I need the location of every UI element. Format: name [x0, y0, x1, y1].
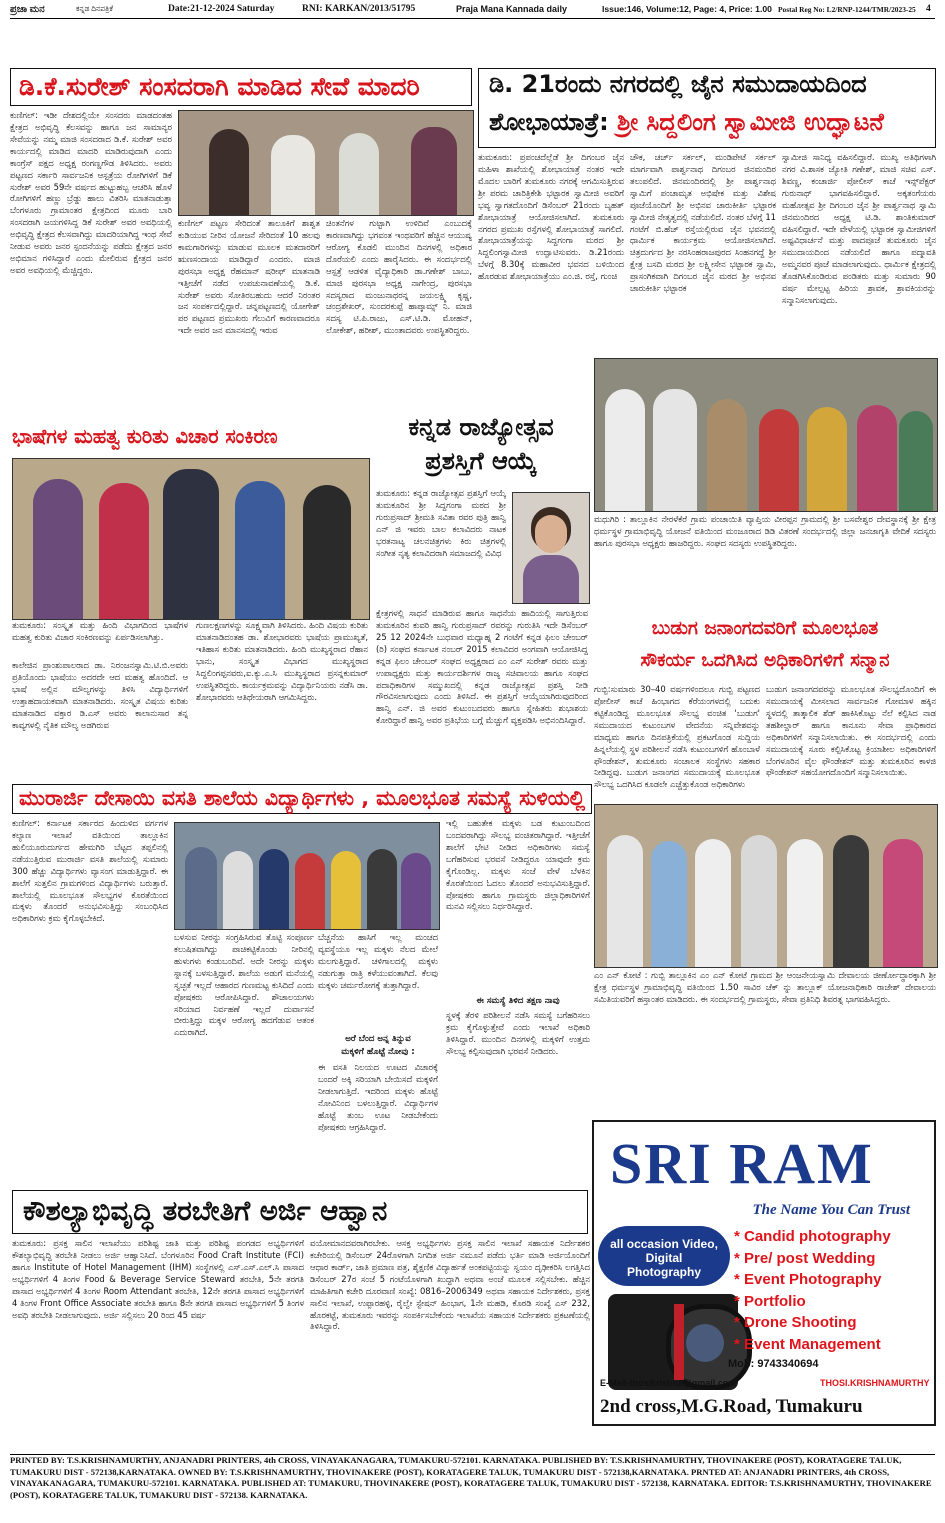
ad-services — [734, 1226, 934, 1355]
ad-badge: all occasion Video, Digital Photography — [598, 1226, 730, 1286]
logo: ಪ್ರಜಾ ಮನ — [10, 4, 45, 15]
story7-col1: ಕುಣಿಗಲ್: ಕರ್ನಾಟಕ ಸರ್ಕಾರದ ಹಿಂದುಳಿದ ವರ್ಗಗಳ ಕಲ್ಯಾಣ ಇಲಾಖೆ ವತಿಯಿಂದ ತಾಲ್ಲೂಕಿನ ಹುಲಿಯೂರುದುರ್ಗದ ಹೇಮಗಿರಿ ಬೆಟ್ಟದ ತಪ್ಪಲಿನಲ್ಲಿ ನಡೆಯುತ್ತಿರುವ ಮುರಾರ್ಜಿ ವಸತಿ ಶಾಲೆಯಲ್ಲಿ ಸುಮಾರು 300 ಹೆಚ್ಚು ವಿದ್ಯಾರ್ಥಿಗಳು ವ್ಯಾಸಂಗ ಮಾಡುತ್ತಿದ್ದಾರೆ. ಈ ಶಾಲೆಗೆ ಸುತ್ತಲಿನ ಗ್ರಾಮಗಳಿಂದ ವಿದ್ಯಾರ್ಥಿಗಳು ಬರುತ್ತಾರೆ. ಶಾಲೆಯಲ್ಲಿ ಮೂಲಭೂತ ಸೌಲಭ್ಯಗಳ ಕೊರತೆಯಿಂದ ಮಕ್ಕಳು ತೊಂದರೆ ಅನುಭವಿಸುತ್ತಿದ್ದು ಸಂಬಂಧಿಸಿದ ಅಧಿಕಾರಿಗಳು ಕ್ರಮ ಕೈಗೊಳ್ಳಬೇಕಿದೆ. — [12, 818, 168, 924]
story7-col4b: ಸ್ಥಳಕ್ಕೆ ತೆರಳಿ ಪರಿಶೀಲನೆ ನಡೆಸಿ ಸಮಸ್ಯೆ ಬಗೆಹರಿಸಲು ಕ್ರಮ ಕೈಗೊಳ್ಳುತ್ತೇವೆ ಎಂದು ಇಲಾಖೆ ಅಧಿಕಾರಿ ತಿಳಿಸಿದ್ದಾರೆ. ಮುಂದಿನ ದಿನಗಳಲ್ಲಿ ಮಕ್ಕಳಿಗೆ ಉತ್ತಮ ಸೌಲಭ್ಯ ಕಲ್ಪಿಸುವುದಾಗಿ ಭರವಸೆ ನೀಡಿದರು. — [446, 1010, 590, 1056]
paper-name: Praja Mana Kannada daily — [456, 4, 568, 14]
story6-col2: ಬುಡುಗ ಜನಾಂಗದವರನ್ನು ಮೂಲಭೂತ ಸೌಲಭ್ಯದೊಂದಿಗೆ ಈ ಸಮುದಾಯಕ್ಕೆ ಮೀಸಲಾದ ಸಾರ್ವಜನಿಕ ಗೋಮಾಳ ಹಕ್ಕಿನ ಸ್ಥಳದಲ್ಲಿ ತಾತ್ಕಾಲಿಕ ಶೆಡ್ ಹಾಕಿಸಿಕೊಟ್ಟು ನೆಲೆ ಕಲ್ಪಿಸಿದ ನಾಡ ತಹಶೀಲ್ದಾರ್ ಹಾಗೂ ಕಾನೂನು ಸೇವಾ ಪ್ರಾಧಿಕಾರದ ಅಧಿಕಾರಿಗಳಿಗೆ ಸನ್ಮಾನಿಸಲಾಯಿತು. ಈ ಸಂದರ್ಭದಲ್ಲಿ ಎಂದು ಸಮುದಾಯಕ್ಕೆ ಸೂರು ಕಲ್ಪಿಸಿಕೊಟ್ಟ ಕ್ರಿಯಾಶೀಲ ಅಧಿಕಾರಿಗಳಿಗೆ ಬೆಂಗಳೂರಿನ ವೈಲ ಫೌಂಡೇಶನ್ ಮತ್ತು ತುಮಕೂರಿನ ಕಾಳಜಿ ಫೌಂಡೇಶನ್ ಸಹಯೋಗದೊಂದಿಗೆ ಸನ್ಮಾನಿಸಲಾಯಿತು. — [766, 684, 936, 778]
story2-col2: ಚೌಕ, ಚರ್ಚ್ ಸರ್ಕಲ್, ಮಂಡಿಪೇಟೆ ಸರ್ಕಲ್ ಮಾರ್ಗವಾಗಿ ಪಾರ್ಶ್ವನಾಥ ದಿಗಂಬರ ಜಿನಮಂದಿರ ತಲುಪಲಿದೆ. ಜಿನಮಂದಿರದಲ್ಲಿ ಶ್ರೀ ಪಾರ್ಶ್ವನಾಥ ಸ್ವಾಮಿಗೆ ಪಂಚಾಮೃತ ಅಭಿಷೇಕ ಮತ್ತು ವಿಶೇಷ ಪೂಜೆಯೊಂದಿಗೆ ಶ್ರೀ ಅಭಿನವ ಚಾರುಕೀರ್ತಿ ಭಟ್ಟಾರಕ ಸ್ವಾಮೀಜಿ ನೇತೃತ್ವದಲ್ಲಿ ನಡೆಯಲಿದೆ. ನಂತರ ಬೆಳಗ್ಗೆ 11 ಗಂಟೆಗೆ ಬಿ.ಹೆಚ್ ರಸ್ತೆಯಲ್ಲಿರುವ ಜೈನ ಭವನದಲ್ಲಿ ಧಾರ್ಮಿಕ ಕಾರ್ಯಕ್ರಮ ಆಯೋಜಿಸಲಾಗಿದೆ. ಚಿತ್ರದುರ್ಗದ ಶ್ರೀ ನರಸಿಂಹರಾಜಪುರದ ಸಿಂಹನಗದ್ದೆ ಶ್ರೀ ಕ್ಷೇತ್ರ ಬಸದಿ ಮಠದ ಶ್ರೀ ಲಕ್ಷ್ಮೀಸೇನ ಭಟ್ಟಾರಕ ಸ್ವಾಮಿ, ಪ್ರಾಸಂಗಿಕವಾಗಿ ದಿಗಂಬರ ಜೈನ ಮಠದ ಶ್ರೀ ಅಭಿನವ ಚಾರುಕೀರ್ತಿ ಭಟ್ಟಾರಕ — [630, 152, 776, 294]
story1-headline: ಡಿ.ಕೆ.ಸುರೇಶ್ ಸಂಸದರಾಗಿ ಮಾಡಿದ ಸೇವೆ ಮಾದರಿ — [10, 68, 472, 106]
story7-subhead1-line1: ಅರೆ ಬೆಂದ ಅನ್ನ ತಿನ್ನುವ — [345, 1034, 411, 1044]
story7-subhead1-line2: ಮಕ್ಕಳಿಗೆ ಹೊಟ್ಟೆ ನೋವು : — [341, 1047, 415, 1057]
story4-headline-line1: ಕನ್ನಡ ರಾಜ್ಯೋತ್ಸವ — [408, 413, 554, 441]
story3-col1: ಕಾಲೇಜಿನ ಪ್ರಾಂಶುಪಾಲರಾದ ಡಾ. ನಿರಂಜನಸ್ವಾಮಿ.ಟಿ.ಬಿ.ಅವರು ಪ್ರತಿಯೊಂದು ಭಾಷೆಯು ಅದರದೇ ಆದ ಮಹತ್ವ ಹೊಂದಿದೆ. ಆ ಭಾಷೆ ಅಲ್ಲಿನ ಮೌಲ್ಯಗಳನ್ನು ತಿಳಿಸಿ ವಿದ್ಯಾರ್ಥಿಗಳಿಗೆ ಉತ್ತಾಹದಾಯಕವಾಗಿ ಮಾತನಾಡಿದರು. ಸಂಸ್ಕೃತ ವಿಷಯ ಕುರಿತು ಮಾತನಾಡಿದ ವಕ್ತಾರ ಡಿ.ಎಸ್ ಅವರು ಕಾಲಾನುಸಾರ ತನ್ನ ಕಾವ್ಯಗಳಲ್ಲಿ ನೈತಿಕ ಮೌಲ್ಯ ಅಡಗಿರುವ — [12, 660, 188, 730]
issue-info: Issue:146, Volume:12, Page: 4, Price: 1.00 — [602, 4, 772, 14]
story7-col3: ಬೆಚ್ಚನೆಯ ಹಾಸಿಗೆ ಇಲ್ಲ ಮಂಚದ ವ್ಯವಸ್ಥೆಯೂ ಇಲ್ಲ ಮಕ್ಕಳು ನೆಲದ ಮೇಲೆ ಮಲಗುತ್ತಿದ್ದಾರೆ. ಚಳಿಗಾಲದಲ್ಲಿ ಮಕ್ಕಳು ನಡುಗುತ್ತಾ ರಾತ್ರಿ ಕಳೆಯುವಂತಾಗಿದೆ. ಕೆಲವು ಮಕ್ಕಳು ಚರ್ಮರೋಗಕ್ಕೆ ತುತ್ತಾಗಿದ್ದಾರೆ. — [318, 932, 438, 990]
story5-caption: ಮಧುಗಿರಿ : ತಾಲ್ಲೂಕಿನ ನೇರಳೆಕೆರೆ ಗ್ರಾಮ ಪಂಚಾಯಿತಿ ವ್ಯಾಪ್ತಿಯ ವೀರಪ್ಪನ ಗ್ರಾಮದಲ್ಲಿ ಶ್ರೀ ಬಸವೇಶ್ವರ ದೇವಸ್ಥಾನಕ್ಕೆ ಶ್ರೀ ಕ್ಷೇತ್ರ ಧರ್ಮಸ್ಥಳ ಗ್ರಾಮಾಭಿವೃದ್ಧಿ ಯೋಜನೆ ವತಿಯಿಂದ ಮಂಜೂರಾದ ಡಿಡಿ ವಿತರಣೆ ಸಂದರ್ಭದಲ್ಲಿ ಜಿಲ್ಲಾ ಜನಜಾಗೃತಿ ವೇದಿಕೆ ಸದಸ್ಯರು ಹಾಗೂ ಪುರಸಭಾ ಅಧ್ಯಕ್ಷರು ಹಾಜರಿದ್ದರು. ಸಂಘದ ಸದಸ್ಯರು ಉಪಸ್ಥಿತರಿದ್ದರು. — [594, 514, 936, 548]
postal-reg: Postal Reg No: L2/RNP-1244/TMR/2023-25 — [778, 5, 916, 14]
story9-headline: ಕೌಶಲ್ಯಾಭಿವೃದ್ಧಿ ತರಬೇತಿಗೆ ಅರ್ಜಿ ಆಹ್ವಾನ — [12, 1190, 588, 1234]
story2-headline-box — [478, 68, 936, 148]
story7-col4: ಇಲ್ಲಿ ಬಹುತೇಕ ಮಕ್ಕಳು ಬಡ ಕುಟುಂಬದಿಂದ ಬಂದವರಾಗಿದ್ದು ಸೌಲಭ್ಯ ವಂಚಿತರಾಗಿದ್ದಾರೆ. ಇತ್ತೀಚೆಗೆ ಶಾಲೆಗೆ ಭೇಟಿ ನೀಡಿದ ಅಧಿಕಾರಿಗಳು ಸಮಸ್ಯೆ ಬಗೆಹರಿಸುವ ಭರವಸೆ ನೀಡಿದ್ದರೂ ಯಾವುದೇ ಕ್ರಮ ಕೈಗೊಂಡಿಲ್ಲ. ಮಕ್ಕಳು ಸಂಜೆ ವೇಳೆ ಬೆಳಕಿನ ಕೊರತೆಯಿಂದ ಓದಲು ತೊಂದರೆ ಅನುಭವಿಸುತ್ತಿದ್ದಾರೆ. ಪೋಷಕರು ಹಾಗೂ ಗ್ರಾಮಸ್ಥರು ಜಿಲ್ಲಾಧಿಕಾರಿಗಳಿಗೆ ಮನವಿ ಸಲ್ಲಿಸಲು ನಿರ್ಧರಿಸಿದ್ದಾರೆ. — [446, 818, 590, 912]
story2-headline-line2-b: ಶ್ರೀ ಸಿದ್ದಲಿಂಗ ಸ್ವಾಮೀಜಿ ಉದ್ಘಾಟನೆ — [617, 108, 884, 136]
ad-service: * Candid photography — [734, 1228, 891, 1245]
story1-col2: ಕುಣಿಗಲ್ ಪಟ್ಟಣ ಸೇರಿದಂತೆ ತಾಲೂಕಿಗೆ ಶಾಶ್ವತ ಕುಡಿಯುವ ನೀರಿನ ಯೋಜನೆ ಸೇರಿದಂತೆ 10 ಹಲವು ಕಾಮಗಾರಿಗಳನ್ನು ಮಾಡುವ ಮೂಲಕ ಮತದಾರರಿಗೆ ಋಣಸಂದಾಯ ಮಾಡಿದ್ದಾರೆ ಎಂದರು. ಮಾಜಿ ಪುರಸಭಾ ಅಧ್ಯಕ್ಷ ರೆಹಮಾನ್ ಷರೀಫ್ ಮಾತನಾಡಿ ಇತ್ತೀಚೆಗೆ ನಡೆದ ಉಪಚುನಾವಣೆಯಲ್ಲಿ ಡಿ.ಕೆ. ಸುರೇಶ್ ಅವರು ಸೋತಿರಬಹುದು ಆದರೆ ನಿರಂತರ ಜನ ಸಂಪರ್ಕದಲ್ಲಿದ್ದಾರೆ. ಚನ್ನಪಟ್ಟಣದಲ್ಲಿ ಯೋಗೇಶ್ ಪರ ಪಟ್ಟಣದ ಪ್ರಮುಖರು ಗೆಲುವಿಗೆ ಕಾರಣವಾದರೂ ಇದೇ ಅವರ ಜನ ಮಾನಸದಲ್ಲಿ ಇರುವ — [178, 218, 320, 336]
ad-slogan: The Name You Can Trust — [752, 1202, 910, 1218]
ad-service: * Drone Shooting — [734, 1314, 857, 1331]
story4-body-bottom: ಕ್ಷೇತ್ರಗಳಲ್ಲಿ ಸಾಧನೆ ಮಾಡಿರುವ ಹಾಗೂ ಸಾಧನೆಯ ಹಾದಿಯಲ್ಲಿ ಸಾಗುತ್ತಿರುವ ತುಮಕೂರಿನ ಕುವರಿ ಹಾನ್ವಿ ಗುರುಪ್ರಸಾದ್ ರವರನ್ನು ಗುರುತಿಸಿ ಇದೇ ಡಿಸೆಂಬರ್ 25 12 2024ನೇ ಬುಧವಾರ ಮಧ್ಯಾಹ್ನ 2 ಗಂಟೆಗೆ ಕನ್ನಡ ಫಿಲಂ ಚೇಂಬರ್ (ರಿ) ಸಂಘದ ಕರ್ನಾಟಕ ನಂಬರ್ 2015 ಕಲಾವಿದರ ಅಂಗವಾಗಿ ಆಯೋಜಿಸಿದ್ದ ಕನ್ನಡ ಫಿಲಂ ಚೇಂಬರ್ ಸಂಘದ ಅಧ್ಯಕ್ಷರಾದ ಎಂ ಎನ್ ಸುರೇಶ್ ರವರು ಮತ್ತು ಉಪಾಧ್ಯಕ್ಷರು ಮತ್ತು ಕಾರ್ಯದರ್ಶಿಗಳ ರಾಜ್ಯ ಸಚಿವಾಲಯ ಹಾಗೂ ಸಂಘದ ಪದಾಧಿಕಾರಿಗಳ ಸಮ್ಮುಖದಲ್ಲಿ ಕನ್ನಡ ರಾಜ್ಯೋತ್ಸವ ಪ್ರಶಸ್ತಿ ನೀಡಿ ಗೌರವಿಸಲಾಗುವುದು ಎಂದು ತಿಳಿಸಿದೆ. ಈ ಪ್ರಶಸ್ತಿಗೆ ಆಯ್ಕೆಯಾಗಿರುವುದರಿಂದ ಹಾನ್ವಿ ಎನ್. ಜಿ ಅವರ ಕುಟುಂಬದವರು ಹಾಗೂ ಸ್ನೇಹಿತರು ಶುಭಾಶಯ ಕೋರಿದ್ದಾರೆ ಹಾನ್ವಿ ಅವರ ಪ್ರತಿಭೆಯ ಬಗ್ಗೆ ಮೆಚ್ಚುಗೆ ವ್ಯಕ್ತಪಡಿಸಿ ಅಭಿನಂದಿಸಿದ್ದಾರೆ. — [376, 608, 588, 726]
story7-subhead2: ಈ ಸಮಸ್ಯೆ ತಿಳಿದ ತಕ್ಷಣ ನಾವು — [476, 996, 560, 1006]
story2-col1: ತುಮಕೂರು: ಪ್ರಪಂಚದೆಲ್ಲೆಡೆ ಶ್ರೀ ದಿಗಂಬರ ಜೈನ ಮಹಿಳಾ ಶಾಖೆಯಲ್ಲಿ ಶೋಭಾಯಾತ್ರೆ ನಂತರ ಇದೇ ಮೊದಲ ಬಾರಿಗೆ ತುಮಕೂರು ನಗರಕ್ಕೆ ಆಗಮಿಸುತ್ತಿರುವ ಶ್ರೀ ಪರಮ ಚಾರಿತ್ರಿಕೇಶಿ ಭಟ್ಟಾರಕ ಸ್ವಾಮೀಜಿ ಅವರಿಗೆ ಭವ್ಯ ಸ್ವಾಗತದೊಂದಿಗೆ ಡಿಸೆಂಬರ್ 21ರಂದು ಬೃಹತ್ ಶೋಭಾಯಾತ್ರೆ ಆಯೋಜಿಸಲಾಗಿದೆ. ತುಮಕೂರು ನಗರದ ಪ್ರಮುಖ ರಸ್ತೆಗಳಲ್ಲಿ ಶೋಭಾಯಾತ್ರೆ ಸಾಗಲಿದೆ. ಶೋಭಾಯಾತ್ರೆಯನ್ನು ಸಿದ್ದಗಂಗಾ ಮಠದ ಶ್ರೀ ಸಿದ್ದಲಿಂಗಸ್ವಾಮೀಜಿ ಉದ್ಘಾಟಿಸುವರು. ಡಿ.21ರಂದು ಬೆಳಗ್ಗೆ 8.30ಕ್ಕೆ ಮಹಾವೀರ ಭವನದ ಬಳಿಯಿಂದ ಹೊರಡುವ ಶೋಭಾಯಾತ್ರೆಯು ಎಂ.ಜಿ. ರಸ್ತೆ, ಗುಂಚಿ — [478, 152, 624, 282]
sri-ram-ad — [592, 1120, 936, 1426]
ad-service: * Event Photography — [734, 1271, 882, 1288]
rni: RNI: KARKAN/2013/51795 — [302, 4, 416, 14]
story3-headline: ಭಾಷೆಗಳ ಮಹತ್ವ ಕುರಿತು ವಿಚಾರ ಸಂಕಿರಣ — [12, 425, 278, 448]
story8-caption: ಎಂ ಎನ್ ಕೋಟೆ : ಗುಬ್ಬಿ ತಾಲ್ಲೂಕಿನ ಎಂ ಎನ್ ಕೋಟೆ ಗ್ರಾಮದ ಶ್ರೀ ಆಂಜನೇಯಸ್ವಾಮಿ ದೇವಾಲಯ ಜೀರ್ಣೋದ್ಧಾರಕ್ಕಾಗಿ ಶ್ರೀ ಕ್ಷೇತ್ರ ಧರ್ಮಸ್ಥಳ ಗ್ರಾಮಾಭಿವೃದ್ಧಿ ವತಿಯಿಂದ 1.50 ಸಾವಿರ ಚೆಕ್ ನ್ನು ತಾಲ್ಲೂಕ್ ಯೋಜನಾಧಿಕಾರಿ ರಾಜೇಶ್ ದೇವಾಲಯ ಸಮಿತಿಯವರಿಗೆ ಹಸ್ತಾಂತರ ಮಾಡಿದರು. ಈ ಸಂದರ್ಭದಲ್ಲಿ ಗ್ರಾಮಸ್ಥರು, ಸೇವಾ ಪ್ರತಿನಿಧಿ ಶಿವರತ್ನ ಭಾಗವಹಿಸಿದ್ದರು. — [594, 970, 936, 1004]
story3-col2: ಗುಣಲಕ್ಷಣಗಳನ್ನು ಸೂಕ್ಷ್ಮವಾಗಿ ತಿಳಿಸಿದರು. ಹಿಂದಿ ವಿಷಯ ಕುರಿತು ಮಾತನಾಡಿದಂತಹ ಡಾ. ಶೋಭಾರವರು ಭಾಷೆಯ ಪ್ರಾಮುಖ್ಯತೆ, ಇತಿಹಾಸ ಕುರಿತು ಮಾತನಾಡಿದರು. ಹಿಂದಿ ಮುಖ್ಯಸ್ಥರಾದ ರೆಹಾನ ಭಾನು, ಸಂಸ್ಕೃತ ವಿಭಾಗದ ಮುಖ್ಯಸ್ಥರಾದ ಸಿದ್ದಲಿಂಗಪ್ಪನವರು,ಐ.ಕ್ಯು.ಎ.ಸಿ ಮುಖ್ಯಸ್ಥರಾದ ಪ್ರಸನ್ನಕುಮಾರ್ ಉಪಸ್ಥಿತರಿದ್ದರು. ಕಾರ್ಯಕ್ರಮವನ್ನು ವಿದ್ಯಾರ್ಥಿನಿಯರು ನಡೆಸಿ ಡಾ. ಶೋಭಾರವರು ಆತಿಥೇಯರಾಗಿ ಆಗಮಿಸಿದ್ದರು. — [196, 620, 368, 702]
date: Date:21-12-2024 Saturday — [168, 4, 275, 14]
story7-col2: ಬಳಸುವ ನೀರನ್ನು ಸಂಗ್ರಹಿಸಿರುವ ತೊಟ್ಟಿ ಸಂಪೂರ್ಣ ಕಲುಷಿತವಾಗಿದ್ದು ಪಾಚಿಕಟ್ಟಿಕೊಂಡು ನೀರಿನಲ್ಲಿ ಹುಳುಗಳು ಕಂಡುಬಂದಿವೆ. ಅದೇ ನೀರನ್ನು ಮಕ್ಕಳು ಸ್ನಾನಕ್ಕೆ ಬಳಸುತ್ತಿದ್ದಾರೆ. ಶಾಲೆಯ ಅಡುಗೆ ಮನೆಯಲ್ಲಿ ಸ್ವಚ್ಛತೆ ಇಲ್ಲದೆ ಆಹಾರದ ಗುಣಮಟ್ಟ ಕುಸಿದಿದೆ ಎಂದು ಪೋಷಕರು ಆರೋಪಿಸಿದ್ದಾರೆ. ಶೌಚಾಲಯಗಳು ಸರಿಯಾದ ನಿರ್ವಹಣೆ ಇಲ್ಲದೆ ದುರ್ವಾಸನೆ ಬೀರುತ್ತಿದ್ದು ಮಕ್ಕಳ ಆರೋಗ್ಯ ಹದಗೆಡುವ ಆತಂಕ ಎದುರಾಗಿದೆ. — [174, 932, 314, 1038]
ad-service: * Pre/ post Wedding — [734, 1249, 876, 1267]
imprint: PRINTED BY: T.S.KRISHNAMURTHY, ANJANADRI PRINTERS, 4th CROSS, VINAYAKANAGARA, TUMAKURU-572101. KARNATAKA. PUBLISHED BY: T.S.KRISHNAMURTHY, THOVINAKERE (POST), KORATAGERE TALUK, TUMAKURU DIST - 572138,KARNATAKA. OWNED BY: T.S.KRISHNAMURTHY, THOVINAKERE (POST), KORATAGERE TALUK, TUMAKURU DIST - 572138,KARNATAKA. PRNTED AT: ANJANADRI PRINTERS, 4th CROSS, VINAYAKANAGARA, TUMAKURU-572101. KARNATAKA. PUBLISHED AT: TUMAKURU, THOVINAKERE (POST), KORATAGERE TALUK, TUMAKURU DIST - 572138, KARNATAKA. EDITOR: T.S.KRISHNAMURTHY, THOVINAKERE (POST), KORATAGERE TALUK, TUMAKURU DIST - 572138. KARNATAKA. — [10, 1454, 935, 1502]
ad-email: E-Mail-thosikrishna@gmail.com — [600, 1378, 737, 1388]
story4-headline-line2: ಪ್ರಶಸ್ತಿಗೆ ಆಯ್ಕೆ — [425, 447, 537, 475]
story1-col1: ಕುಣಿಗಲ್: ಇಡೀ ದೇಶದಲ್ಲಿಯೇ ಸಂಸದರು ಮಾಡದಂತಹ ಕ್ಷೇತ್ರದ ಅಭಿವೃದ್ಧಿ ಕೆಲಸವನ್ನು ಹಾಗೂ ಜನ ಸಾಮಾನ್ಯರ ಸೇವೆಯನ್ನು ನಮ್ಮ ಮಾಜಿ ಸಂಸದರಾದ ಡಿ.ಕೆ. ಸುರೇಶ್ ಅವರ ಕಾರ್ಯದಲ್ಲಿ ಮಾಡಿದ ಮಾದರಿ ಮಾಡಿರುವುದಾಗಿ ಎಂದು ಕಾಂಗ್ರೆಸ್ ಪಕ್ಷದ ಅಧ್ಯಕ್ಷ ರಂಗಣ್ಣಗೌಡ ತಿಳಿಸಿದರು. ಅವರು ಪಟ್ಟಣದ ಸರ್ಕಾರಿ ಸಾರ್ವಜನಿಕ ಆಸ್ಪತ್ರೆಯ ರೋಗಿಗಳಿಗೆ ಡಿಕೆ ಸುರೇಶ್ ಅವರ 59ನೇ ವರ್ಷದ ಹುಟ್ಟುಹಬ್ಬ ಆಚರಿಸಿ ಹೊಳೆ ರೋಗಿಗಳಿಗೆ ಹಣ್ಣು ಬ್ರೆಡ್ಡು ಹಾಲು ವಿತರಿಸಿ ಮಾತನಾಡುತ್ತಾ ಬೆಂಗಳೂರು ಗ್ರಾಮಾಂತರ ಕ್ಷೇತ್ರದಿಂದ ಮೂರು ಬಾರಿ ಸಂಸದರಾಗಿ ಜಯಗಳಿಸಿದ್ದ ಡಿಕೆ ಸುರೇಶ್ ಅವರ ಅವಧಿಯಲ್ಲಿ ಅಭಿವೃದ್ಧಿ ಕ್ಷೇತ್ರದ ಕೆಲಸವಾಗಿದ್ದು ಮಾದರಿಯಾಗಿದ್ದ ಇಂಥ ಸೇವೆ ನೀಡುವ ಅವರು ಜನರ ಸ್ಪಂದನೆಯನ್ನು ಪಡೆದು ಕ್ಷೇತ್ರದ ಜನರ ಅಭಿಮಾನ ಗಳಿಸಿದ್ದಾರೆ ಎಂದು ಮೇಲಿರುವ ಕ್ಷೇತ್ರದ ಜನರ ಅವರ ಅವಧಿಯಲ್ಲಿ ಮೆಚ್ಚಿದ್ದರು. — [10, 110, 172, 275]
ad-owner: THOSI.KRISHNAMURTHY — [820, 1378, 930, 1388]
story6-col1: ಗುಬ್ಬಿ:ಸುಮಾರು 30–40 ವರ್ಷಗಳಿಂದಲೂ ಗುಬ್ಬಿ ಪಟ್ಟಣದ ಪೋಲೀಸ್ ಕಾಚೆ ಹಿಂಭಾಗದ ಕೆರೆಯಂಗಳದಲ್ಲಿ ಬದುಕು ಕಟ್ಟಿಕೊಂಡಿದ್ದ ಮೂಲಭೂತ ಸೌಲಭ್ಯ ವಂಚಿತ 'ಬುಡುಗ' ಸಮುದಾಯದ ಕುಟುಂಬಗಳ ವೇದನೆಯ ಸನ್ನಿವೇಶವನ್ನು ಮಾಧ್ಯಮ ಹಾಗೂ ದಿನಪತ್ರಿಕೆಯಲ್ಲಿ ಪ್ರಕಟಗೊಂಡ ಸುದ್ದಿಯ ಹಿನ್ನಲೆಯಲ್ಲಿ ಸ್ಥಳ ಪರಿಶೀಲನೆ ನಡೆಸಿ ಕುಟುಂಬಗಳಿಗೆ ಹೊಂಬಾಳೆ ಫೌಂಡೇಶನ್, ತುಮಕೂರು ಸಂಚಾಲಕ ಸಂಸ್ಥೆಗಳು ಸಹಕಾರ ನೀಡಿದ್ದವು. ಬುಡುಗ ಜನಾಂಗದ ಸಮುದಾಯಕ್ಕೆ ಮೂಲಭೂತ ಸೌಲಭ್ಯ ಒದಗಿಸಿದ ಕೂಡಲೇ ಎಚ್ಚೆತ್ತುಕೊಂಡ ಅಧಿಕಾರಿಗಳು — [594, 684, 760, 790]
story1-col3: ಚಿಂತನೆಗಳ ಗುಟ್ಟಾಗಿ ಉಳಿದಿವೆ ಎಂಬುದಕ್ಕೆ ಕಾರಣವಾಗಿದ್ದು ಭಗವಂತ ಇಂಥವರಿಗೆ ಹೆಚ್ಚಿನ ಆಯುಷ್ಯ ಆರೋಗ್ಯ ಕೊಡಲಿ ಮುಂದಿನ ದಿನಗಳಲ್ಲಿ ಅಧಿಕಾರ ದೊರೆಯಲಿ ಎಂದು ಹಾರೈಸಿದರು. ಈ ಸಂದರ್ಭದಲ್ಲಿ ಆಸ್ಪತ್ರೆ ಆಡಳಿತ ವೈದ್ಯಾಧಿಕಾರಿ ಡಾ.ಗಣೇಶ್ ಬಾಬು, ಮಾಜಿ ಪುರಸಭಾ ಅಧ್ಯಕ್ಷ ನಾಗೇಂದ್ರ, ಪುರಸಭಾ ಸದಸ್ಯರಾದ ಮಂಜುನಾಥರನ್ನ ಜಯಲಕ್ಷ್ಮಿ ಕೃಷ್ಣ, ಚಂದ್ರಶೇಖರ್, ಸುಂದರಕುಪ್ಪೆ ಹಾಪ್ಕಾಮ್ಸ್ ನಿ. ಮಾಜಿ ಸದಸ್ಯ ಟಿ.ಪಿ.ರಾಜು, ಎಸ್.ಟಿ.ಡಿ. ಮೋಹನ್, ಲೋಕೇಶ್, ಹರೀಶ್, ಮುಂತಾದವರು ಉಪಸ್ಥಿತರಿದ್ದರು. — [326, 218, 472, 336]
story3-caption: ತುಮಕೂರು: ಸಂಸ್ಕೃತ ಮತ್ತು ಹಿಂದಿ ವಿಭಾಗದಿಂದ ಭಾಷೆಗಳ ಮಹತ್ವ ಕುರಿತು ವಿಚಾರ ಸಂಕಿರಣವನ್ನು ಏರ್ಪಡಿಸಲಾಗಿತ್ತು. — [12, 620, 188, 642]
story7-headline: ಮುರಾರ್ಜಿ ದೇಸಾಯಿ ವಸತಿ ಶಾಲೆಯ ವಿದ್ಯಾರ್ಥಿಗಳು , ಮೂಲಭೂತ ಸಮಸ್ಯೆ ಸುಳಿಯಲ್ಲಿ — [12, 784, 592, 814]
ad-service: * Event Management — [734, 1335, 881, 1353]
story3-photo — [12, 458, 370, 620]
ad-address: 2nd cross,M.G.Road, Tumakuru — [600, 1396, 863, 1417]
tagline: ಕನ್ನಡ ದಿನಪತ್ರಿಕೆ — [76, 4, 113, 13]
story6-headline-line1: ಬುಡುಗ ಜನಾಂಗದವರಿಗೆ ಮೂಲಭೂತ — [651, 618, 879, 639]
story2-col3: ಸ್ವಾಮೀಜಿ ಸಾನಿಧ್ಯ ವಹಿಸಲಿದ್ದಾರೆ. ಮುಖ್ಯ ಅತಿಥಿಗಳಾಗಿ ನಗರ ವಿ.ಶಾಸಕ ಜ್ಯೋತಿ ಗಣೇಶ್, ಮಾಜಿ ಸಚಿವ ಎಸ್. ಶಿವಣ್ಣ, ಕಂಚಾರ್ಜಿ ಪೋಲೀಸ್ ಕಾಚೆ ಇನ್ಸ್‌ಪೆಕ್ಟರ್ ಗುರುನಾಥ್ ಭಾಗವಹಿಸಲಿದ್ದಾರೆ. ಅಕ್ಕತಂಗೆಯರು ಮಹೋತ್ಸವ ಶ್ರೀ ದಿಗಂಬರ ಜೈನ ಶ್ರೀ ಪಾರ್ಶ್ವನಾಥ ಸ್ವಾಮಿ ಜಿನಮಂದಿರದ ಅಧ್ಯಕ್ಷ ಟಿ.ಡಿ. ಶಾಂತಿಕುಮಾರ್ ವಹಿಸಲಿದ್ದಾರೆ. ಇದೇ ವೇಳೆಯಲ್ಲಿ ಭಟ್ಟಾರಕ ಸ್ವಾಮೀಜಿಗಳಿಗೆ ಅಷ್ಟವಿಧಾರ್ಚನೆ ಮತ್ತು ಪಾದಪೂಜೆ ತುಮಕೂರು ಜೈನ ಸಮುದಾಯದಿಂದ ನಡೆಯಲಿದೆ ಹಾಗೂ ಪದ್ಮಾವತಿ ಅಮ್ಮನವರ ಪೂಜೆ ಮಾಡಲಾಗುವುದು. ಧಾರ್ಮಿಕ ಕ್ಷೇತ್ರದಲ್ಲಿ ತೊಡಗಿಸಿಕೊಂಡಿರುವ ಪಂಡಿತರು ಮತ್ತು ಸುಮಾರು 90 ವರ್ಷ ಮೇಲ್ಪಟ್ಟ ಹಿರಿಯ ಶ್ರಾವಕ, ಶ್ರಾವಕಿಯರನ್ನು ಸನ್ಮಾನಿಸಲಾಗುವುದು. — [782, 152, 936, 306]
story5-photo — [594, 358, 938, 512]
story2-headline-line2-a: ಶೋಭಾಯಾತ್ರೆ: — [489, 108, 609, 136]
ad-service: * Portfolio — [734, 1292, 806, 1310]
story4-body-top: ತುಮಕೂರು: ಕನ್ನಡ ರಾಜ್ಯೋತ್ಸವ ಪ್ರಶಸ್ತಿಗೆ ಆಯ್ಕೆ ತುಮಕೂರಿನ ಶ್ರೀ ಸಿದ್ದಗಂಗಾ ಮಠದ ಶ್ರೀ ಗುರುಪ್ರಸಾದ್ ಶ್ರೀಮತಿ ಸವಿತಾ ರವರ ಪುತ್ರಿ ಹಾನ್ವಿ ಎನ್ ಜಿ ಇವರು ಬಾಲ ಕಲಾವಿದರು ನಾಟಕ ಭರತನಾಟ್ಯ ಚಲನಚಿತ್ರಗಳು ಕಿರು ಚಿತ್ರಗಳಲ್ಲಿ ಸಂಗೀತ ನೃತ್ಯ ಕಲಾವಿದರಾಗಿ ಸಮಾಜದಲ್ಲಿ ವಿವಿಧ — [376, 488, 506, 558]
story7-col3b: ಈ ವಸತಿ ನಿಲಯದ ಊಟದ ವಿಚಾರಕ್ಕೆ ಬಂದರೆ ಅಕ್ಕಿ ಸರಿಯಾಗಿ ಬೇಯಿಸದೆ ಮಕ್ಕಳಿಗೆ ನೀಡಲಾಗುತ್ತಿದೆ. ಇದರಿಂದ ಮಕ್ಕಳು ಹೊಟ್ಟೆ ನೋವಿನಿಂದ ಬಳಲುತ್ತಿದ್ದಾರೆ. ವಿದ್ಯಾರ್ಥಿಗಳ ಹೊಟ್ಟೆ ತುಂಬ ಊಟ ನೀಡಬೇಕೆಂದು ಪೋಷಕರು ಆಗ್ರಹಿಸಿದ್ದಾರೆ. — [318, 1062, 438, 1132]
story1-photo — [178, 110, 474, 216]
page-number: 4 — [926, 4, 931, 14]
ad-mobile: Mob: 9743340694 — [728, 1358, 819, 1370]
story9-col1: ತುಮಕೂರು: ಪ್ರಸಕ್ತ ಸಾಲಿನ ಇಲಾಖೆಯು ಪರಿಶಿಷ್ಟ ಜಾತಿ ಮತ್ತು ಪರಿಶಿಷ್ಟ ಪಂಗಡದ ಅಭ್ಯರ್ಥಿಗಳಿಗೆ ಕೌಶಲ್ಯಾಭಿವೃದ್ಧಿ ತರಬೇತಿ ನೀಡಲು ಅರ್ಜಿ ಆಹ್ವಾನಿಸಿದೆ. ಬೆಂಗಳೂರಿನ Food Craft Institute (FCI) ಹಾಗೂ Institute of Hotel Management (IHM) ಸಂಸ್ಥೆಗಳಲ್ಲಿ ಎಸ್.ಎಸ್.ಎಲ್.ಸಿ ಪಾಸಾದ ಅಭ್ಯರ್ಥಿಗಳಿಗೆ 4 ತಿಂಗಳ Food & Beverage Service Steward ತರಬೇತಿ, 5ನೇ ತರಗತಿ ಪಾಸಾದ ಅಭ್ಯರ್ಥಿಗಳಿಗೆ 4 ತಿಂಗಳ Room Attendant ತರಬೇತಿ, 12ನೇ ತರಗತಿ ಪಾಸಾದ ಅಭ್ಯರ್ಥಿಗಳಿಗೆ 4 ತಿಂಗಳ Front Office Associate ತರಬೇತಿ ಹಾಗೂ 8ನೇ ತರಗತಿ ಪಾಸಾದ ಅಭ್ಯರ್ಥಿಗಳಿಗೆ 5 ತಿಂಗಳ ಅವಧಿ ತರಬೇತಿ ನೀಡಲಾಗುವುದು. ಅರ್ಜಿ ಸಲ್ಲಿಸಲು 20 ರಿಂದ 45 ವರ್ಷ — [12, 1238, 304, 1320]
camera-icon — [608, 1294, 738, 1390]
story4-portrait — [512, 492, 590, 604]
story9-col2: ವಯೋಮಾನದವರಾಗಿರಬೇಕು. ಆಸಕ್ತ ಅಭ್ಯರ್ಥಿಗಳು ಪ್ರಸಕ್ತ ಸಾಲಿನ ಇಲಾಖೆ ಸಹಾಯಕ ನಿರ್ದೇಶಕರ ಕಚೇರಿಯಲ್ಲಿ ಡಿಸೆಂಬರ್ 24ರೊಳಗಾಗಿ ನಿಗದಿತ ಅರ್ಜಿ ನಮೂನೆ ಪಡೆದು ಭರ್ತಿ ಮಾಡಿ ಅರ್ಜಿಯೊಂದಿಗೆ ಆಧಾರ ಕಾರ್ಡ್, ಜಾತಿ ಪ್ರಮಾಣ ಪತ್ರ, ಶೈಕ್ಷಣಿಕ ವಿದ್ಯಾರ್ಹತೆ ಅಂಕಪಟ್ಟಿಯನ್ನು ಸ್ವಯಂ ದೃಢೀಕರಿಸಿ ಲಗತ್ತಿಸಿದ ಡಿಸೆಂಬರ್ 27ರ ಸಂಜೆ 5 ಗಂಟೆಯೊಳಗಾಗಿ ಖುದ್ದಾಗಿ ಅಥವಾ ಅಂಚೆ ಮೂಲಕ ಸಲ್ಲಿಸಬೇಕು. ಹೆಚ್ಚಿನ ಮಾಹಿತಿಗಾಗಿ ಕಚೇರಿ ದೂರವಾಣಿ ಸಂಖ್ಯೆ: 0816–2006349 ಅಥವಾ ಸಹಾಯಕ ನಿರ್ದೇಶಕರು, ಪ್ರಸಕ್ತ ಸಾಲಿನ ಇಲಾಖೆ, ಉಪ್ಪಾರಹಳ್ಳಿ, ರೈಲ್ವೇ ಸ್ಟೇಷನ್ ಹಿಂಭಾಗ, 1ನೇ ಮಹಡಿ, ಕೊಠಡಿ ಸಂಖ್ಯೆ ಎಸ್ 232, ಹೊರಕಟ್ಟೆ, ತುಮಕೂರು ಇವರನ್ನು ಸಂಪರ್ಕಿಸಬೇಕೆಂದು ಇಲಾಖೆಯ ಸಹಾಯಕ ನಿರ್ದೇಶಕರು ಪ್ರಕಟಣೆಯಲ್ಲಿ ತಿಳಿಸಿದ್ದಾರೆ. — [310, 1238, 590, 1332]
story2-headline-line2 — [489, 109, 884, 137]
story6-headline-line2: ಸೌಕರ್ಯ ಒದಗಿಸಿದ ಅಧಿಕಾರಿಗಳಿಗೆ ಸನ್ಮಾನ — [640, 650, 890, 671]
ad-title: SRI RAM — [610, 1131, 874, 1196]
story2-headline-line1: ಡಿ. 21ರಂದು ನಗರದಲ್ಲಿ ಜೈನ ಸಮುದಾಯದಿಂದ — [489, 70, 867, 98]
masthead — [10, 4, 935, 19]
story7-photo — [174, 822, 440, 930]
story8-photo — [594, 804, 938, 968]
